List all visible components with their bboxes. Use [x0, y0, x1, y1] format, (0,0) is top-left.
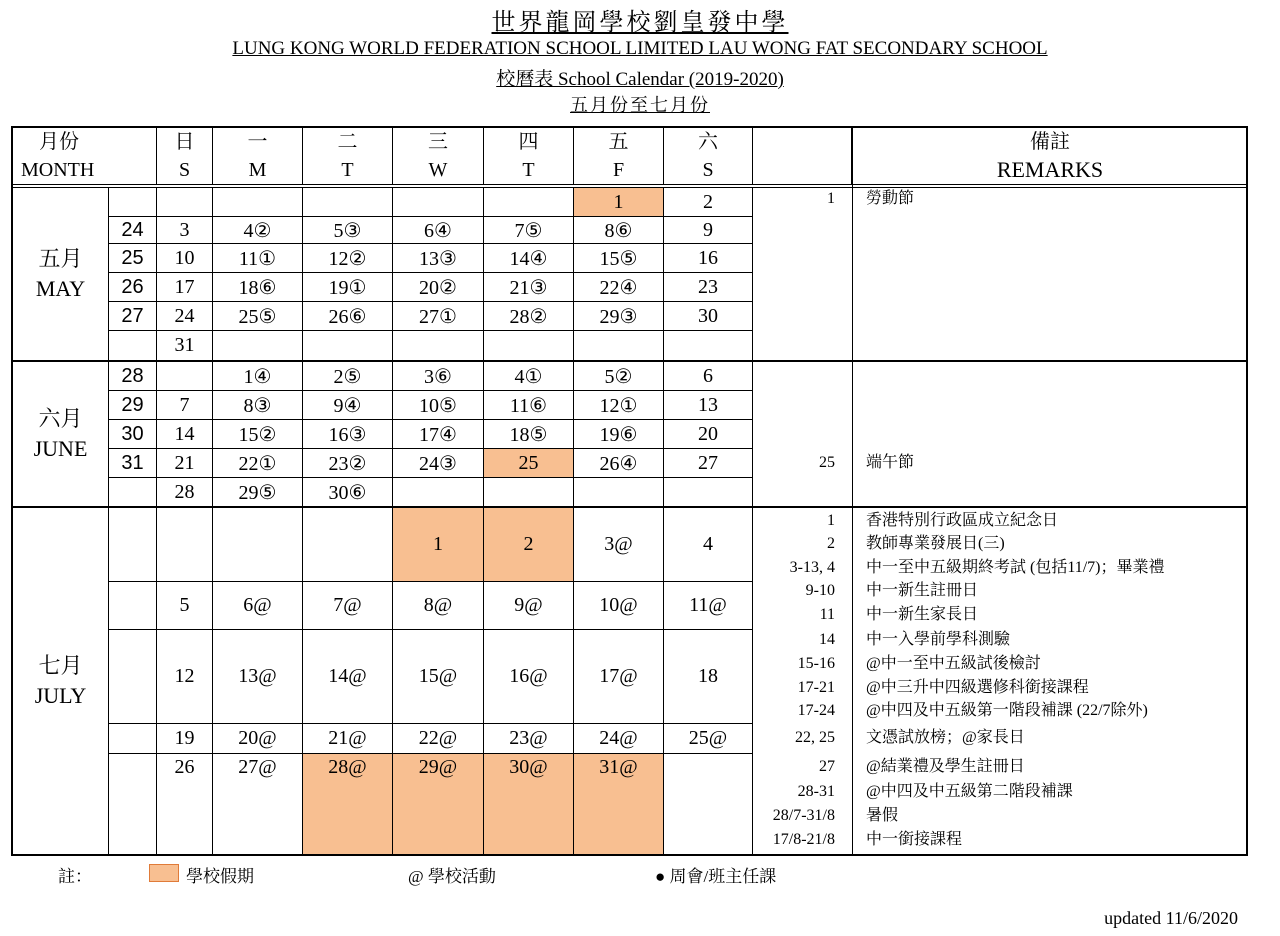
calendar-table — [11, 126, 1248, 856]
day-cell-thu: 11⑥ — [484, 391, 574, 420]
day-cell-tue — [303, 331, 393, 362]
legend — [0, 860, 1280, 890]
remark-date: 28/7-31/8 — [772, 807, 835, 824]
remark-text: 中一新生家長日 — [866, 606, 979, 623]
remark-date: 17-21 — [797, 679, 835, 696]
day-cell-mon: 22① — [213, 449, 303, 478]
legend-assembly-label: ● 周會/班主任課 — [655, 867, 777, 886]
day-cell-wed: 29@ — [393, 754, 484, 854]
day-cell-sun: 10 — [157, 244, 213, 273]
day-cell-wed: 1 — [393, 508, 484, 582]
day-cell-mon: 6@ — [213, 582, 303, 630]
day-cell-mon — [213, 331, 303, 362]
day-cell-wed: 8@ — [393, 582, 484, 630]
day-cell-fri: 17@ — [574, 630, 664, 724]
remark-date: 11 — [819, 606, 835, 623]
day-cell-sun: 5 — [157, 582, 213, 630]
day-cell-sun: 17 — [157, 273, 213, 302]
school-chinese-name: 世界龍岡學校劉皇發中學 — [491, 10, 789, 36]
day-cell-wed: 15@ — [393, 630, 484, 724]
month-label-june: 六月 JUNE — [13, 362, 109, 508]
remarks-header: 備註 REMARKS — [996, 131, 1104, 182]
school-english-name: LUNG KONG WORLD FEDERATION SCHOOL LIMITED LAU WONG FAT SECONDARY SCHOOL — [232, 38, 1048, 59]
remark-date: 9-10 — [805, 582, 835, 599]
day-cell-thu — [484, 188, 574, 217]
week-number: 25 — [109, 244, 157, 273]
week-number — [109, 508, 157, 582]
day-cell-mon: 8③ — [213, 391, 303, 420]
week-number: 30 — [109, 420, 157, 449]
day-cell-sat — [664, 331, 753, 362]
day-cell-wed: 22@ — [393, 724, 484, 754]
day-cell-tue: 26⑥ — [303, 302, 393, 331]
remarks-section-june — [753, 362, 1248, 508]
day-cell-sat: 20 — [664, 420, 753, 449]
day-cell-fri: 12① — [574, 391, 664, 420]
day-cell-wed: 10⑤ — [393, 391, 484, 420]
day-cell-sat: 13 — [664, 391, 753, 420]
legend-activity-label: @ 學校活動 — [408, 867, 496, 886]
day-cell-tue: 7@ — [303, 582, 393, 630]
day-cell-tue: 30⑥ — [303, 478, 393, 508]
remark-text: @中四及中五級第二階段補課 — [866, 783, 1073, 800]
month-label-may: 五月 MAY — [13, 188, 109, 362]
remark-text: 文憑試放榜；@家長日 — [866, 729, 1025, 746]
remark-date: 17-24 — [797, 702, 835, 719]
day-cell-tue: 23② — [303, 449, 393, 478]
day-cell-sun: 28 — [157, 478, 213, 508]
day-cell-fri: 22④ — [574, 273, 664, 302]
updated-date: updated 11/6/2020 — [1104, 908, 1238, 928]
day-cell-sat — [664, 478, 753, 508]
day-cell-thu: 7⑤ — [484, 217, 574, 244]
day-cell-wed: 13③ — [393, 244, 484, 273]
day-cell-wed — [393, 331, 484, 362]
day-cell-mon: 20@ — [213, 724, 303, 754]
day-cell-sat: 27 — [664, 449, 753, 478]
day-cell-mon: 29⑤ — [213, 478, 303, 508]
month-header-en: MONTH — [21, 159, 95, 181]
day-cell-tue: 16③ — [303, 420, 393, 449]
day-cell-mon: 18⑥ — [213, 273, 303, 302]
remark-text: 香港特別行政區成立紀念日 — [866, 512, 1059, 529]
day-cell-thu: 2 — [484, 508, 574, 582]
day-cell-wed: 24③ — [393, 449, 484, 478]
remark-text: 中一入學前學科測驗 — [866, 631, 1011, 648]
week-number — [109, 724, 157, 754]
day-cell-mon: 25⑤ — [213, 302, 303, 331]
day-header-tue: 二 T — [303, 128, 393, 184]
remark-date: 1 — [827, 512, 835, 529]
day-cell-wed — [393, 188, 484, 217]
remark-text: @結業禮及學生註冊日 — [866, 758, 1025, 775]
day-cell-wed: 17④ — [393, 420, 484, 449]
day-cell-tue — [303, 508, 393, 582]
week-number: 28 — [109, 362, 157, 391]
day-cell-thu: 18⑤ — [484, 420, 574, 449]
day-cell-sat: 30 — [664, 302, 753, 331]
day-cell-sun: 26 — [157, 754, 213, 854]
day-cell-sat — [664, 754, 753, 854]
day-cell-thu: 9@ — [484, 582, 574, 630]
day-cell-sat: 11@ — [664, 582, 753, 630]
day-cell-fri — [574, 331, 664, 362]
day-cell-mon — [213, 188, 303, 217]
day-cell-sat: 2 — [664, 188, 753, 217]
day-cell-mon: 1④ — [213, 362, 303, 391]
month-header-cn: 月份 — [39, 131, 79, 153]
month-label-july: 七月 JULY — [13, 508, 109, 854]
day-cell-thu: 25 — [484, 449, 574, 478]
day-cell-fri: 10@ — [574, 582, 664, 630]
remark-date: 25 — [819, 454, 835, 471]
day-cell-sat: 25@ — [664, 724, 753, 754]
remark-text: @中一至中五級試後檢討 — [866, 655, 1041, 672]
day-cell-wed: 20② — [393, 273, 484, 302]
day-cell-fri: 3@ — [574, 508, 664, 582]
week-number: 26 — [109, 273, 157, 302]
remark-text: @中四及中五級第一階段補課 (22/7除外) — [866, 702, 1148, 719]
day-cell-thu — [484, 331, 574, 362]
remark-date: 27 — [819, 758, 835, 775]
week-number: 24 — [109, 217, 157, 244]
remark-text: 中一新生註冊日 — [866, 582, 979, 599]
day-cell-sat: 9 — [664, 217, 753, 244]
day-cell-thu: 16@ — [484, 630, 574, 724]
day-cell-sat: 16 — [664, 244, 753, 273]
day-cell-thu: 23@ — [484, 724, 574, 754]
month-header — [13, 128, 157, 184]
day-cell-mon: 15② — [213, 420, 303, 449]
day-cell-sun — [157, 508, 213, 582]
day-cell-wed: 27① — [393, 302, 484, 331]
day-cell-sat: 6 — [664, 362, 753, 391]
remark-text: 教師專業發展日(三) — [866, 535, 1005, 552]
day-cell-mon — [213, 508, 303, 582]
day-cell-sun — [157, 188, 213, 217]
remark-date: 22, 25 — [795, 729, 835, 746]
day-header-mon: 一 M — [213, 128, 303, 184]
day-cell-mon: 13@ — [213, 630, 303, 724]
day-cell-tue — [303, 188, 393, 217]
week-number: 31 — [109, 449, 157, 478]
calendar-period: 五月份至七月份 — [570, 95, 710, 115]
legend-note-label: 註： — [58, 867, 92, 886]
remark-text: 端午節 — [866, 454, 915, 471]
remarks-divider — [852, 128, 853, 854]
day-cell-fri: 8⑥ — [574, 217, 664, 244]
remark-date: 15-16 — [797, 655, 835, 672]
week-number — [109, 582, 157, 630]
day-cell-thu: 30@ — [484, 754, 574, 854]
remark-text: 勞動節 — [866, 190, 915, 207]
day-header-sat: 六 S — [664, 128, 753, 184]
legend-holiday-swatch — [149, 864, 179, 882]
calendar-title: 校曆表 School Calendar (2019-2020) — [496, 69, 784, 90]
day-cell-sun: 14 — [157, 420, 213, 449]
remark-date: 28-31 — [797, 783, 835, 800]
week-number — [109, 754, 157, 854]
day-cell-fri: 1 — [574, 188, 664, 217]
day-cell-tue: 5③ — [303, 217, 393, 244]
day-cell-fri: 19⑥ — [574, 420, 664, 449]
day-header-sun: 日 S — [157, 128, 213, 184]
week-number: 29 — [109, 391, 157, 420]
day-cell-sun — [157, 362, 213, 391]
day-cell-tue: 9④ — [303, 391, 393, 420]
day-cell-tue: 14@ — [303, 630, 393, 724]
day-cell-fri: 26④ — [574, 449, 664, 478]
remark-text: 中一銜接課程 — [866, 831, 963, 848]
day-cell-tue: 2⑤ — [303, 362, 393, 391]
week-number — [109, 188, 157, 217]
day-cell-fri: 29③ — [574, 302, 664, 331]
day-cell-sun: 12 — [157, 630, 213, 724]
day-cell-sun: 3 — [157, 217, 213, 244]
remarks-date-header — [753, 128, 852, 184]
remark-date: 17/8-21/8 — [772, 831, 835, 848]
remark-date: 3-13, 4 — [789, 559, 835, 576]
day-cell-fri — [574, 478, 664, 508]
day-cell-tue: 21@ — [303, 724, 393, 754]
day-cell-mon: 11① — [213, 244, 303, 273]
day-header-fri: 五 F — [574, 128, 664, 184]
week-number: 27 — [109, 302, 157, 331]
day-cell-wed — [393, 478, 484, 508]
day-header-wed: 三 W — [393, 128, 484, 184]
legend-holiday-label: 學校假期 — [186, 867, 254, 886]
day-cell-sun: 24 — [157, 302, 213, 331]
day-cell-sun: 7 — [157, 391, 213, 420]
day-cell-thu: 4① — [484, 362, 574, 391]
day-cell-mon: 4② — [213, 217, 303, 244]
remark-text: @中三升中四級選修科銜接課程 — [866, 679, 1089, 696]
day-cell-sun: 31 — [157, 331, 213, 362]
remark-text: 中一至中五級期終考試 (包括11/7)；畢業禮 — [866, 559, 1165, 576]
remarks-section-may — [753, 188, 1248, 362]
remark-date: 1 — [827, 190, 835, 207]
day-header-thu: 四 T — [484, 128, 574, 184]
week-number — [109, 478, 157, 508]
day-cell-mon: 27@ — [213, 754, 303, 854]
remark-date: 14 — [819, 631, 835, 648]
day-cell-thu: 28② — [484, 302, 574, 331]
day-cell-thu: 14④ — [484, 244, 574, 273]
day-cell-thu: 21③ — [484, 273, 574, 302]
day-cell-sun: 19 — [157, 724, 213, 754]
day-cell-fri: 31@ — [574, 754, 664, 854]
day-cell-sat: 23 — [664, 273, 753, 302]
day-cell-sat: 4 — [664, 508, 753, 582]
day-cell-fri: 24@ — [574, 724, 664, 754]
day-cell-fri: 5② — [574, 362, 664, 391]
day-cell-tue: 28@ — [303, 754, 393, 854]
week-number — [109, 331, 157, 362]
day-cell-sat: 18 — [664, 630, 753, 724]
day-cell-tue: 19① — [303, 273, 393, 302]
remark-text: 暑假 — [866, 807, 899, 824]
day-cell-tue: 12② — [303, 244, 393, 273]
day-cell-wed: 6④ — [393, 217, 484, 244]
day-cell-fri: 15⑤ — [574, 244, 664, 273]
day-cell-wed: 3⑥ — [393, 362, 484, 391]
day-cell-sun: 21 — [157, 449, 213, 478]
day-cell-thu — [484, 478, 574, 508]
remark-date: 2 — [827, 535, 835, 552]
week-number — [109, 630, 157, 724]
